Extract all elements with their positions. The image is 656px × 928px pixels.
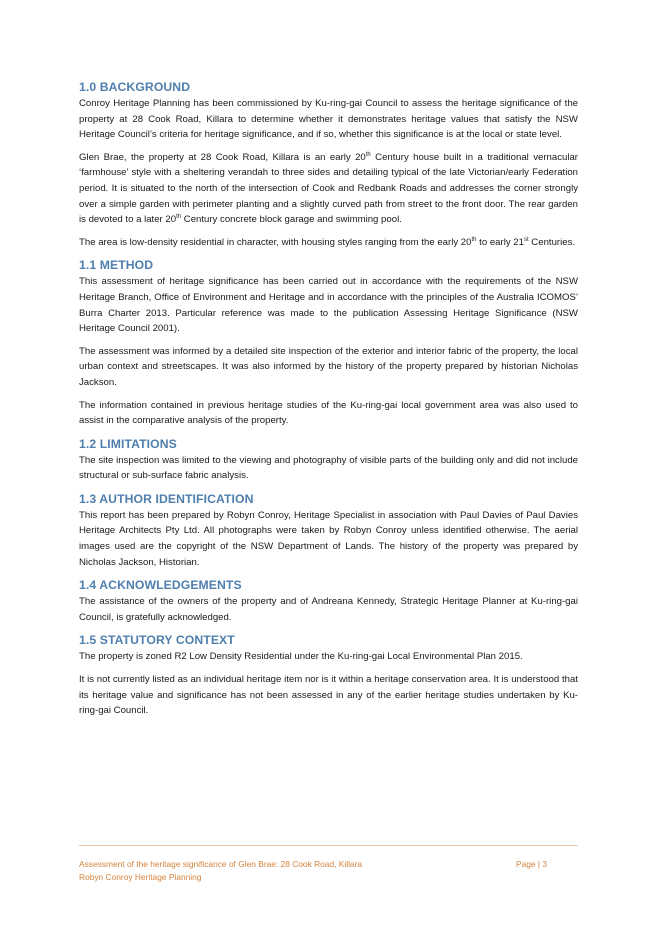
footer-divider bbox=[79, 845, 578, 846]
paragraph: Glen Brae, the property at 28 Cook Road, Killara is an early 20th Century house built in a traditional vernacular ‘farmhouse’ style with a sheltering verandah to three sides and detailing typical of the late Victorian/early Federation period. It is situated to the north of the intersection of Cook and Redbank Roads and addresses the corner strongly over a simple garden with perimeter planting and a slightly curved path from street to the front door. The rear garden is devoted to a later 20th Century concrete block garage and swimming pool. bbox=[79, 151, 578, 226]
paragraph: Conroy Heritage Planning has been commissioned by Ku-ring-gai Council to assess the heritage significance of the property at 28 Cook Road, Killara to determine whether it demonstrates heritage values that satisfy the NSW Heritage Council’s criteria for heritage significance, and if so, whether this significance is at the local or state level. bbox=[79, 98, 578, 141]
paragraph: The assessment was informed by a detailed site inspection of the exterior and interior fabric of the property, the local urban context and streetscapes. It was also informed by the history of the property prepared by historian Nicholas Jackson. bbox=[79, 345, 578, 388]
paragraph: This assessment of heritage significance has been carried out in accordance with the requirements of the NSW Heritage Branch, Office of Environment and Heritage and in accordance with the principles of the Australia ICOMOS’ Burra Charter 2013. Particular reference was made to the publication Assessing Heritage Significance (NSW Heritage Council 2001). bbox=[79, 276, 578, 335]
page-content bbox=[79, 79, 578, 726]
paragraph: The information contained in previous heritage studies of the Ku-ring-gai local government area was also used to assist in the comparative analysis of the property. bbox=[79, 399, 578, 427]
section-heading: 1.1 METHOD bbox=[79, 258, 154, 273]
section-heading: 1.5 STATUTORY CONTEXT bbox=[79, 633, 235, 648]
paragraph: The site inspection was limited to the viewing and photography of visible parts of the building only and did not include structural or sub-surface fabric analysis. bbox=[79, 454, 578, 482]
section-heading: 1.0 BACKGROUND bbox=[79, 80, 191, 94]
footer-author: Robyn Conroy Heritage Planning bbox=[79, 872, 202, 882]
page-number: Page | 3 bbox=[516, 859, 548, 869]
section-heading: 1.2 LIMITATIONS bbox=[79, 436, 177, 451]
section-acknowledgements bbox=[79, 577, 578, 625]
section-limitations bbox=[79, 436, 578, 484]
footer-document-title: Assessment of the heritage significance of Glen Brae: 28 Cook Road, Killara bbox=[79, 859, 363, 869]
paragraph: The property is zoned R2 Low Density Residential under the Ku-ring-gai Local Environmental Plan 2015. bbox=[79, 651, 523, 663]
section-method bbox=[79, 257, 578, 428]
paragraph: The area is low-density residential in character, with housing styles ranging from the early 20th to early 21st Centuries. bbox=[79, 236, 576, 248]
section-statutory-context bbox=[79, 632, 578, 718]
section-heading: 1.4 ACKNOWLEDGEMENTS bbox=[79, 578, 242, 593]
section-heading: 1.3 AUTHOR IDENTIFICATION bbox=[79, 491, 254, 506]
paragraph: The assistance of the owners of the property and of Andreana Kennedy, Strategic Heritage Planner at Ku-ring-gai Council, is gratefully acknowledged. bbox=[79, 596, 578, 623]
footer-title-block bbox=[79, 858, 459, 884]
section-author-identification bbox=[79, 491, 578, 570]
paragraph: It is not currently listed as an individual heritage item nor is it within a heritage conservation area. It is understood that its heritage value and significance has not been assessed in any of the earlier heritage studies undertaken by Ku-ring-gai Council. bbox=[79, 674, 578, 717]
section-background bbox=[79, 79, 578, 250]
paragraph: This report has been prepared by Robyn Conroy, Heritage Specialist in association with Paul Davies of Paul Davies Heritage Architects Pty Ltd. All photographs were taken by Robyn Conroy unless identified otherwise. The aerial images used are the copyright of the NSW Department of Lands. The history of the property was prepared by Nicholas Jackson, Historian. bbox=[79, 509, 578, 568]
